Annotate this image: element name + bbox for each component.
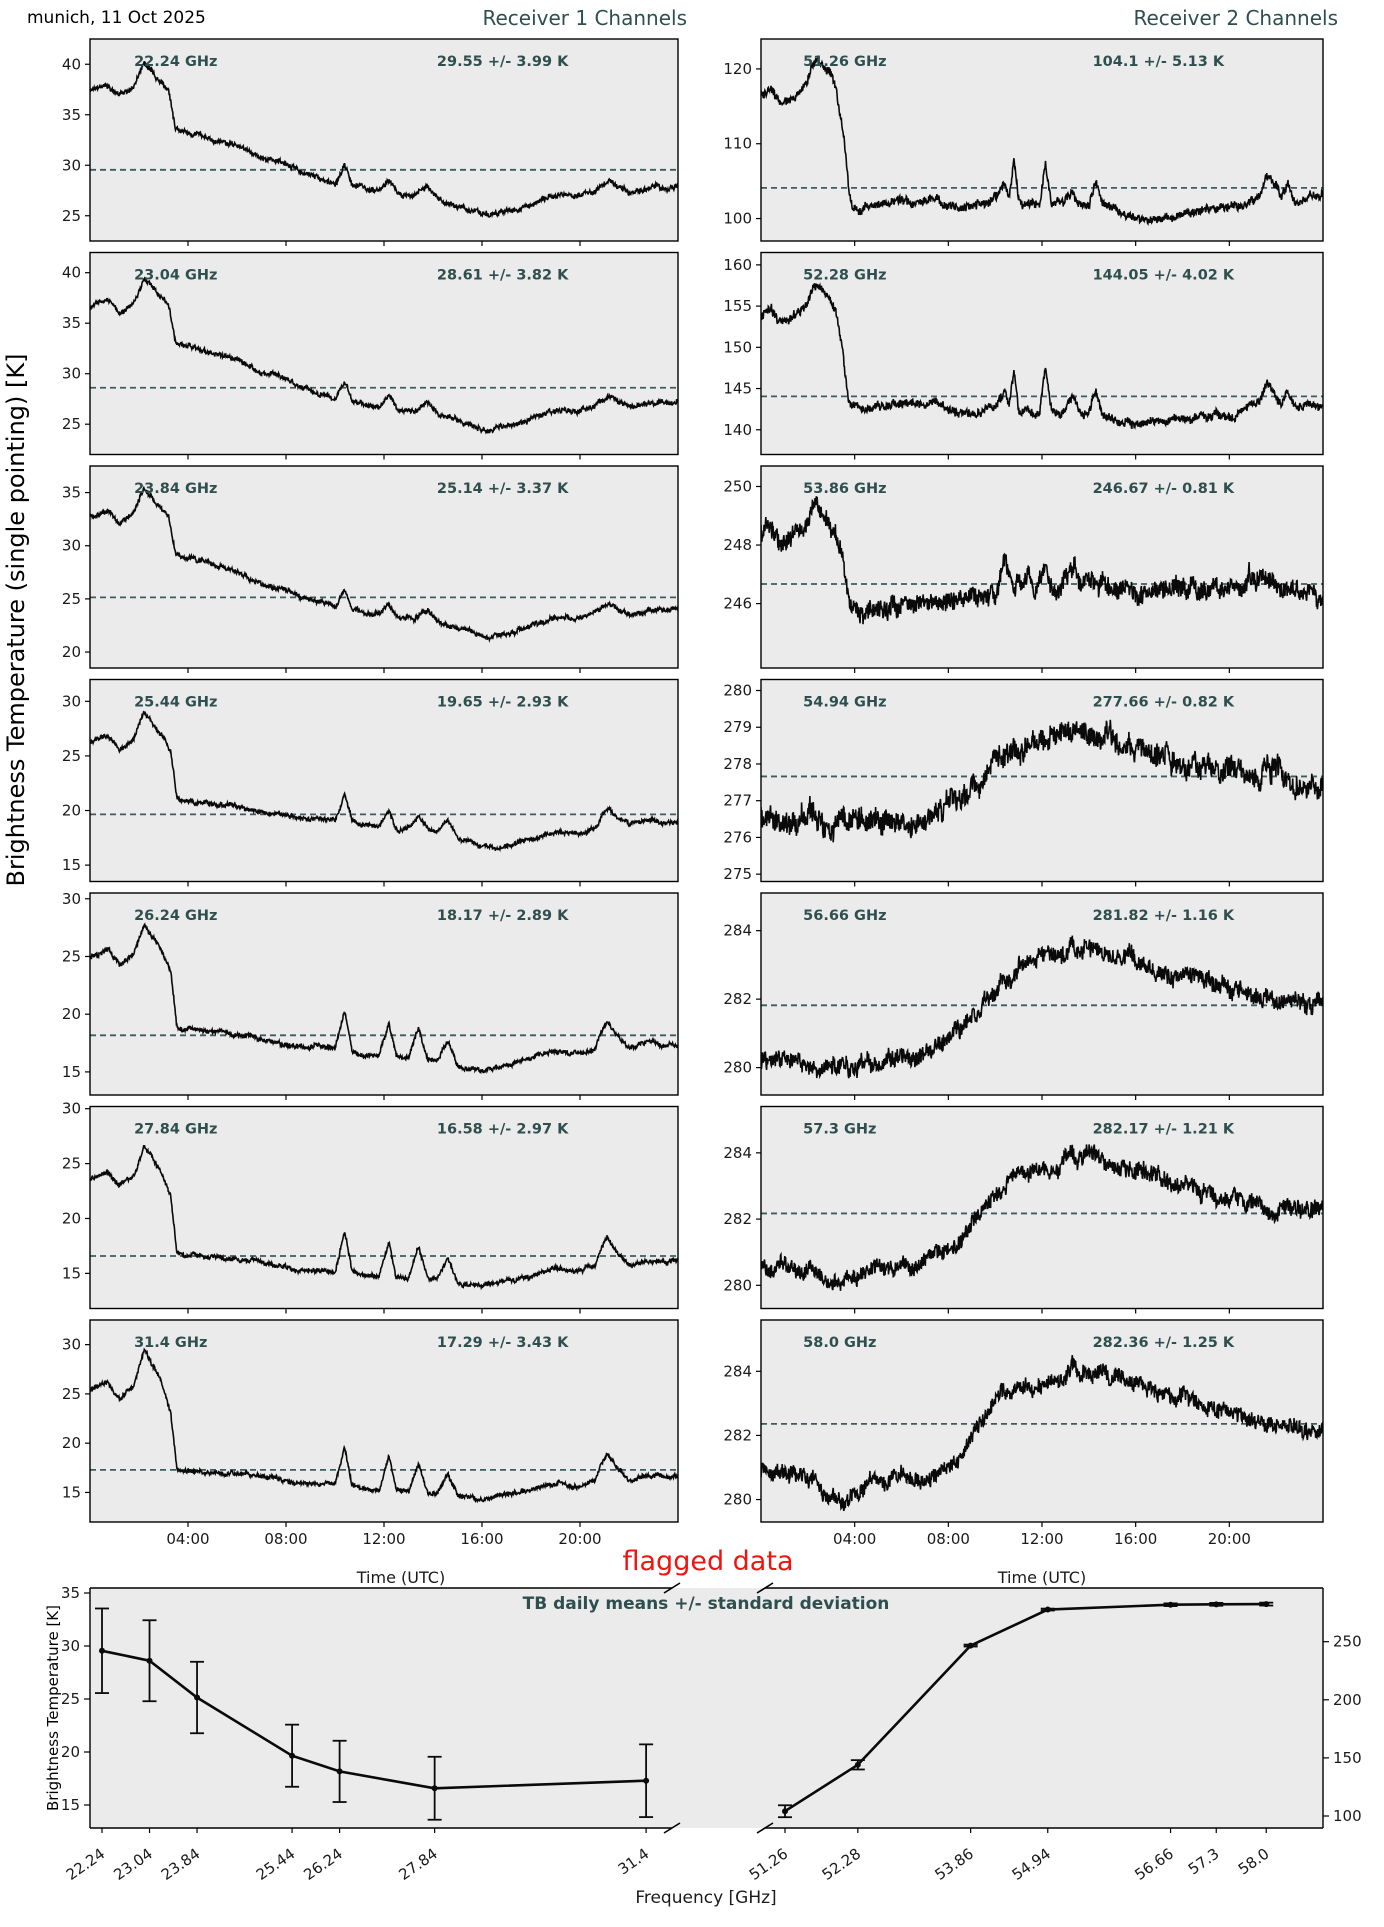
channel-frequency-label: 57.3 GHz bbox=[803, 1121, 877, 1138]
channel-panel bbox=[723, 680, 1323, 887]
summary-left-tick-label: 20 bbox=[60, 1743, 80, 1761]
y-tick-label: 20 bbox=[61, 801, 81, 820]
freq-tick-label: 51.26 bbox=[745, 1844, 792, 1884]
freq-tick-label: 52.28 bbox=[818, 1844, 865, 1884]
channel-mean-label: 18.17 +/- 2.89 K bbox=[436, 908, 569, 924]
summary-left-tick-label: 35 bbox=[60, 1584, 80, 1602]
time-axis-label-left: Time (UTC) bbox=[356, 1568, 446, 1587]
y-tick-label: 25 bbox=[61, 746, 81, 765]
y-tick-label: 284 bbox=[723, 1143, 752, 1162]
y-tick-label: 275 bbox=[723, 865, 752, 884]
y-tick-label: 155 bbox=[723, 297, 752, 316]
y-tick-label: 279 bbox=[723, 718, 752, 737]
channel-frequency-label: 23.04 GHz bbox=[134, 267, 218, 284]
freq-tick-label: 31.4 bbox=[614, 1844, 653, 1879]
summary-left-tick-label: 15 bbox=[60, 1796, 80, 1814]
y-tick-label: 150 bbox=[723, 338, 752, 357]
summary-ylabel: Brightness Temperature [K] bbox=[44, 1605, 62, 1811]
y-tick-label: 100 bbox=[723, 209, 752, 228]
time-tick-label: 16:00 bbox=[1114, 1530, 1158, 1548]
y-tick-label: 280 bbox=[723, 1490, 752, 1509]
y-tick-label: 25 bbox=[61, 415, 81, 434]
time-tick-label: 04:00 bbox=[166, 1530, 210, 1548]
channel-panel bbox=[723, 253, 1323, 460]
y-tick-label: 40 bbox=[61, 263, 81, 282]
channel-panel bbox=[62, 466, 678, 673]
y-tick-label: 250 bbox=[723, 477, 752, 496]
y-tick-label: 35 bbox=[61, 483, 81, 502]
y-tick-label: 282 bbox=[723, 1426, 752, 1445]
y-tick-label: 25 bbox=[61, 589, 81, 608]
y-tick-label: 280 bbox=[723, 681, 752, 700]
channel-panel bbox=[62, 39, 678, 246]
freq-tick-label: 23.04 bbox=[110, 1844, 156, 1884]
freq-tick-label: 58.0 bbox=[1234, 1844, 1273, 1879]
y-tick-label: 30 bbox=[61, 1335, 81, 1354]
y-tick-label: 282 bbox=[723, 990, 752, 1009]
channel-frequency-label: 53.86 GHz bbox=[803, 481, 887, 497]
y-tick-label: 15 bbox=[61, 1062, 81, 1081]
freq-tick-label: 27.84 bbox=[395, 1844, 441, 1884]
y-tick-label: 145 bbox=[723, 379, 752, 398]
y-tick-label: 284 bbox=[723, 1362, 752, 1381]
channel-mean-label: 281.82 +/- 1.16 K bbox=[1092, 908, 1235, 924]
flagged-data-label: flagged data bbox=[622, 1546, 794, 1577]
time-axis-label-right: Time (UTC) bbox=[997, 1568, 1087, 1587]
channel-mean-label: 28.61 +/- 3.82 K bbox=[436, 267, 569, 284]
receiver1-header: Receiver 1 Channels bbox=[482, 6, 687, 30]
y-tick-label: 284 bbox=[723, 921, 752, 940]
summary-panel bbox=[44, 1583, 1362, 1884]
y-tick-label: 160 bbox=[723, 255, 752, 274]
channel-frequency-label: 22.24 GHz bbox=[134, 54, 218, 70]
time-tick-label: 08:00 bbox=[926, 1530, 970, 1548]
channel-frequency-label: 27.84 GHz bbox=[134, 1121, 218, 1138]
freq-tick-label: 22.24 bbox=[62, 1844, 109, 1884]
y-tick-label: 30 bbox=[61, 692, 81, 711]
y-tick-label: 282 bbox=[723, 1210, 752, 1229]
channel-panel bbox=[62, 253, 678, 460]
freq-tick-label: 53.86 bbox=[931, 1844, 977, 1884]
time-tick-label: 04:00 bbox=[833, 1530, 877, 1548]
channel-mean-label: 104.1 +/- 5.13 K bbox=[1092, 54, 1225, 70]
time-tick-label: 16:00 bbox=[460, 1530, 504, 1548]
freq-tick-label: 26.24 bbox=[300, 1844, 346, 1884]
time-tick-label: 12:00 bbox=[1020, 1530, 1064, 1548]
channel-frequency-label: 31.4 GHz bbox=[134, 1335, 208, 1351]
summary-right-tick-label: 100 bbox=[1333, 1807, 1362, 1825]
main-ylabel: Brightness Temperature (single pointing) [K] bbox=[2, 353, 30, 887]
y-tick-label: 25 bbox=[61, 1384, 81, 1403]
y-tick-label: 20 bbox=[61, 1434, 81, 1453]
y-tick-label: 40 bbox=[61, 55, 81, 74]
y-tick-label: 20 bbox=[61, 1209, 81, 1228]
freq-tick-label: 25.44 bbox=[252, 1844, 299, 1884]
y-tick-label: 30 bbox=[61, 536, 81, 555]
channel-mean-label: 16.58 +/- 2.97 K bbox=[436, 1121, 569, 1138]
page-title: munich, 11 Oct 2025 bbox=[27, 8, 206, 28]
channel-mean-label: 17.29 +/- 3.43 K bbox=[436, 1335, 569, 1351]
frequency-axis-label: Frequency [GHz] bbox=[635, 1888, 777, 1908]
channel-panel bbox=[723, 39, 1323, 246]
y-tick-label: 278 bbox=[723, 754, 752, 773]
channel-panel bbox=[62, 680, 678, 887]
channel-mean-label: 282.36 +/- 1.25 K bbox=[1092, 1335, 1235, 1351]
y-tick-label: 276 bbox=[723, 828, 752, 847]
y-tick-label: 25 bbox=[61, 206, 81, 225]
channel-mean-label: 25.14 +/- 3.37 K bbox=[436, 481, 569, 497]
y-tick-label: 110 bbox=[723, 134, 752, 153]
y-tick-label: 20 bbox=[61, 643, 81, 662]
y-tick-label: 120 bbox=[723, 59, 752, 78]
y-tick-label: 20 bbox=[61, 1005, 81, 1024]
y-tick-label: 15 bbox=[61, 856, 81, 875]
time-tick-label: 20:00 bbox=[558, 1530, 602, 1548]
y-tick-label: 280 bbox=[723, 1058, 752, 1077]
time-tick-label: 20:00 bbox=[1207, 1530, 1251, 1548]
channel-panel bbox=[62, 1100, 678, 1314]
channel-frequency-label: 58.0 GHz bbox=[803, 1335, 877, 1351]
channel-mean-label: 19.65 +/- 2.93 K bbox=[436, 694, 569, 711]
y-tick-label: 30 bbox=[61, 156, 81, 175]
summary-right-tick-label: 200 bbox=[1333, 1690, 1362, 1709]
y-tick-label: 277 bbox=[723, 791, 752, 810]
y-tick-label: 15 bbox=[61, 1264, 81, 1283]
summary-left-tick-label: 25 bbox=[60, 1690, 80, 1708]
y-tick-label: 30 bbox=[61, 364, 81, 383]
y-tick-label: 15 bbox=[61, 1483, 81, 1502]
channel-frequency-label: 51.26 GHz bbox=[803, 54, 887, 70]
time-tick-label: 12:00 bbox=[362, 1530, 406, 1548]
summary-right-tick-label: 250 bbox=[1333, 1632, 1362, 1651]
freq-tick-label: 57.3 bbox=[1184, 1844, 1223, 1879]
channel-frequency-label: 23.84 GHz bbox=[134, 481, 218, 497]
y-tick-label: 30 bbox=[61, 1099, 81, 1118]
summary-panel-title: TB daily means +/- standard deviation bbox=[522, 1594, 890, 1614]
channel-panel bbox=[62, 1320, 678, 1548]
y-tick-label: 30 bbox=[61, 889, 81, 908]
summary-left-tick-label: 30 bbox=[60, 1637, 80, 1655]
receiver2-header: Receiver 2 Channels bbox=[1133, 6, 1338, 30]
summary-right-tick-label: 150 bbox=[1333, 1748, 1362, 1767]
channel-frequency-label: 26.24 GHz bbox=[134, 908, 218, 924]
channel-panel bbox=[723, 466, 1323, 673]
channel-panel bbox=[62, 890, 678, 1100]
y-tick-label: 35 bbox=[61, 105, 81, 124]
channel-frequency-label: 25.44 GHz bbox=[134, 694, 218, 711]
channel-mean-label: 282.17 +/- 1.21 K bbox=[1092, 1121, 1235, 1138]
channel-mean-label: 246.67 +/- 0.81 K bbox=[1092, 481, 1235, 497]
channel-frequency-label: 56.66 GHz bbox=[803, 908, 887, 924]
channel-mean-label: 277.66 +/- 0.82 K bbox=[1092, 694, 1235, 711]
freq-tick-label: 23.84 bbox=[157, 1844, 204, 1884]
channel-panel bbox=[723, 1107, 1323, 1314]
y-tick-label: 35 bbox=[61, 314, 81, 333]
freq-tick-label: 54.94 bbox=[1008, 1844, 1055, 1884]
y-tick-label: 25 bbox=[61, 947, 81, 966]
y-tick-label: 248 bbox=[723, 536, 752, 555]
y-tick-label: 25 bbox=[61, 1154, 81, 1173]
time-tick-label: 08:00 bbox=[264, 1530, 308, 1548]
channel-mean-label: 29.55 +/- 3.99 K bbox=[436, 54, 569, 70]
panel-background bbox=[90, 1588, 1323, 1828]
y-tick-label: 280 bbox=[723, 1276, 752, 1295]
channel-mean-label: 144.05 +/- 4.02 K bbox=[1092, 267, 1235, 284]
channel-panel bbox=[723, 1320, 1323, 1548]
y-tick-label: 246 bbox=[723, 594, 752, 613]
channel-frequency-label: 54.94 GHz bbox=[803, 694, 887, 711]
y-tick-label: 140 bbox=[723, 420, 752, 439]
freq-tick-label: 56.66 bbox=[1131, 1844, 1177, 1884]
channel-panel bbox=[723, 893, 1323, 1100]
channel-frequency-label: 52.28 GHz bbox=[803, 267, 887, 284]
